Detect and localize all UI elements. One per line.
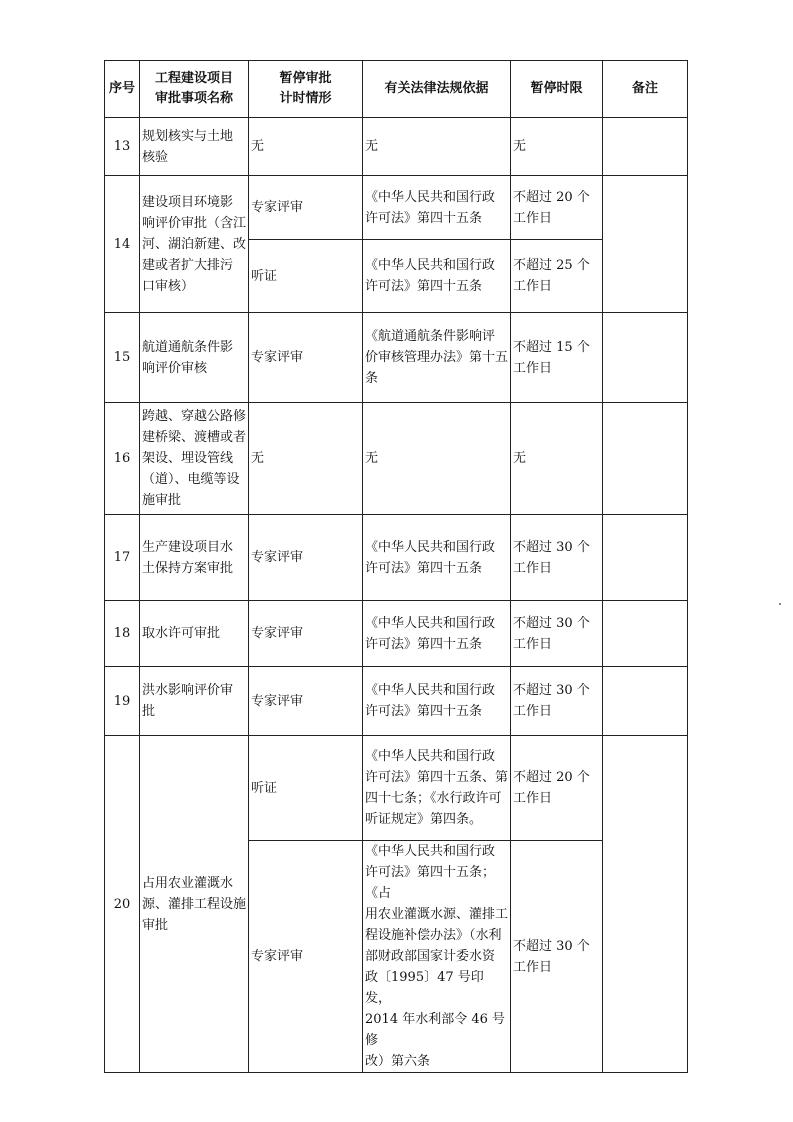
row-seq: 17 — [105, 515, 140, 601]
row-legal-basis: 《航道通航条件影响评 价审核管理办法》第十五 条 — [363, 313, 511, 403]
row-seq: 13 — [105, 118, 140, 176]
row-item-name: 建设项目环境影 响评价审批（含江 河、湖泊新建、改 建或者扩大排污 口审核） — [140, 176, 249, 313]
row-remark — [603, 515, 688, 601]
row-seq: 19 — [105, 667, 140, 736]
table-row — [105, 403, 688, 515]
row-legal-basis: 无 — [363, 118, 511, 176]
row-seq: 16 — [105, 403, 140, 515]
row-seq: 14 — [105, 176, 140, 313]
row-legal-basis: 《中华人民共和国行政 许可法》第四十五条 — [363, 667, 511, 736]
row-remark — [603, 403, 688, 515]
row-time-limit: 不超过 25 个 工作日 — [511, 240, 603, 313]
row-remark — [603, 736, 688, 1073]
approval-suspension-table — [104, 60, 688, 1073]
row-remark — [603, 667, 688, 736]
table-header-row — [105, 61, 688, 118]
row-time-limit: 不超过 15 个 工作日 — [511, 313, 603, 403]
header-time-limit: 暂停时限 — [511, 61, 603, 118]
row-situation: 专家评审 — [249, 601, 363, 667]
header-legal-basis: 有关法律法规依据 — [363, 61, 511, 118]
table-row — [105, 667, 688, 736]
row-item-name: 航道通航条件影 响评价审核 — [140, 313, 249, 403]
row-time-limit: 不超过 20 个 工作日 — [511, 176, 603, 240]
row-item-name: 生产建设项目水 土保持方案审批 — [140, 515, 249, 601]
table-row — [105, 313, 688, 403]
row-situation: 听证 — [249, 736, 363, 841]
row-time-limit: 无 — [511, 118, 603, 176]
row-situation: 无 — [249, 118, 363, 176]
row-legal-basis: 《中华人民共和国行政 许可法》第四十五条、第 四十七条；《水行政许可 听证规定》第四条。 — [363, 736, 511, 841]
row-item-name: 取水许可审批 — [140, 601, 249, 667]
row-situation: 专家评审 — [249, 515, 363, 601]
row-remark — [603, 601, 688, 667]
row-situation: 专家评审 — [249, 313, 363, 403]
row-time-limit: 不超过 30 个 工作日 — [511, 515, 603, 601]
row-legal-basis: 《中华人民共和国行政 许可法》第四十五条 — [363, 515, 511, 601]
row-remark — [603, 118, 688, 176]
table-row — [105, 601, 688, 667]
header-seq: 序号 — [105, 61, 140, 118]
row-item-name: 规划核实与土地 核验 — [140, 118, 249, 176]
row-seq: 20 — [105, 736, 140, 1073]
table-row — [105, 736, 688, 841]
row-remark — [603, 176, 688, 313]
row-situation: 无 — [249, 403, 363, 515]
row-item-name: 洪水影响评价审 批 — [140, 667, 249, 736]
row-legal-basis: 《中华人民共和国行政 许可法》第四十五条 — [363, 601, 511, 667]
row-seq: 15 — [105, 313, 140, 403]
row-time-limit: 不超过 30 个 工作日 — [511, 601, 603, 667]
row-legal-basis: 《中华人民共和国行政 许可法》第四十五条 — [363, 176, 511, 240]
row-legal-basis: 无 — [363, 403, 511, 515]
header-remark: 备注 — [603, 61, 688, 118]
row-time-limit: 不超过 30 个 工作日 — [511, 667, 603, 736]
row-legal-basis: 《中华人民共和国行政 许可法》第四十五条 — [363, 240, 511, 313]
row-situation: 专家评审 — [249, 841, 363, 1073]
table-row — [105, 515, 688, 601]
row-seq: 18 — [105, 601, 140, 667]
row-legal-basis: 《中华人民共和国行政 许可法》第四十五条；《占 用农业灌溉水源、灌排工 程设施补偿办法》（水利 部财政部国家计委水资 政〔1995〕47 号印发， 2014 年水利部令 46 号修 改）第六条 — [363, 841, 511, 1073]
row-item-name: 占用农业灌溉水 源、灌排工程设施 审批 — [140, 736, 249, 1073]
row-remark — [603, 313, 688, 403]
scan-speck — [779, 603, 781, 605]
row-time-limit: 不超过 30 个 工作日 — [511, 841, 603, 1073]
row-time-limit: 不超过 20 个 工作日 — [511, 736, 603, 841]
row-time-limit: 无 — [511, 403, 603, 515]
row-situation: 专家评审 — [249, 176, 363, 240]
header-item-name: 工程建设项目 审批事项名称 — [140, 61, 249, 118]
row-situation: 专家评审 — [249, 667, 363, 736]
table-row — [105, 118, 688, 176]
header-situation: 暂停审批 计时情形 — [249, 61, 363, 118]
row-situation: 听证 — [249, 240, 363, 313]
row-item-name: 跨越、穿越公路修 建桥梁、渡槽或者 架设、埋设管线 （道）、电缆等设 施审批 — [140, 403, 249, 515]
table-row — [105, 176, 688, 240]
